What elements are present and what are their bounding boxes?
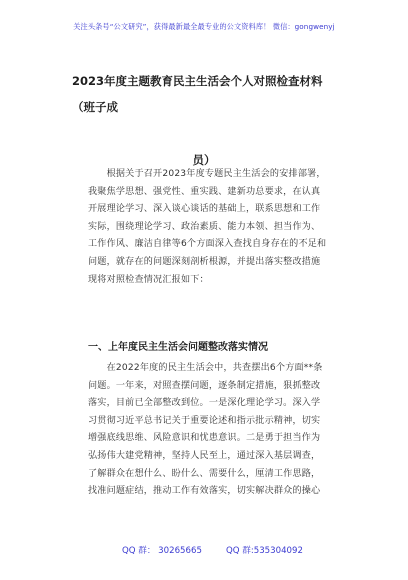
paragraph-line: 我聚焦学思想、强党性、重实践、建新功总要求，在认真 <box>88 186 321 197</box>
paragraph-line: 实际，围绕理论学习、政治素质、能力本领、担当作为、 <box>88 221 321 232</box>
section-1-paragraph <box>88 360 342 501</box>
paragraph-line: 问题。一年来，对照查摆问题，逐条制定措施，狠抓整改 <box>88 380 321 391</box>
paragraph-line: 增强底线思维、风险意识和忧患意识。二是勇于担当作为 <box>88 433 321 444</box>
paragraph-line: 开展理论学习、深入谈心谈话的基础上，联系思想和工作 <box>88 204 321 215</box>
document-title <box>72 68 336 173</box>
document-title-line-1: 2023年度主题教育民主生活会个人对照检查材料（班子成 <box>72 74 323 114</box>
intro-paragraph <box>88 166 342 289</box>
paragraph-line: 现将对照检查情况汇报如下： <box>88 274 209 285</box>
paragraph-line: 根据关于召开2023年度专题民主生活会的安排部署， <box>88 169 326 179</box>
paragraph-line: 找准问题症结，推动工作有效落实，切实解决群众的操心 <box>88 486 321 497</box>
paragraph-line: 问题，就存在的问题深刻剖析根源，并提出落实整改措施 <box>88 256 321 267</box>
header-promo-note: 关注头条号“公文研究”，获得最新最全最专业的公文资料库！ 微信：gongwenyj <box>73 22 335 31</box>
paragraph-line: 习贯彻习近平总书记关于重要论述和指示批示精神，切实 <box>88 415 321 426</box>
document-title-line-2: 员） <box>192 153 216 167</box>
footer-qq-group-1: QQ 群： 30265665 <box>122 546 202 556</box>
paragraph-line: 工作作风、廉洁自律等6个方面深入查找自身存在的不足和 <box>88 239 327 250</box>
paragraph-line: 在2022年度的民主生活会中，共查摆出6个方面**条 <box>88 363 323 373</box>
section-heading-1: 一、上年度民主生活会问题整改落实情况 <box>88 342 268 353</box>
paragraph-line: 落实，目前已全部整改到位。一是深化理论学习。深入学 <box>88 398 321 409</box>
paragraph-line: 了解群众在想什么、盼什么、需要什么，厘清工作思路， <box>88 468 321 479</box>
footer-qq-group-2: QQ 群:535304092 <box>226 546 303 556</box>
paragraph-line: 弘扬伟大建党精神，坚持人民至上，通过深入基层调查， <box>88 450 321 461</box>
